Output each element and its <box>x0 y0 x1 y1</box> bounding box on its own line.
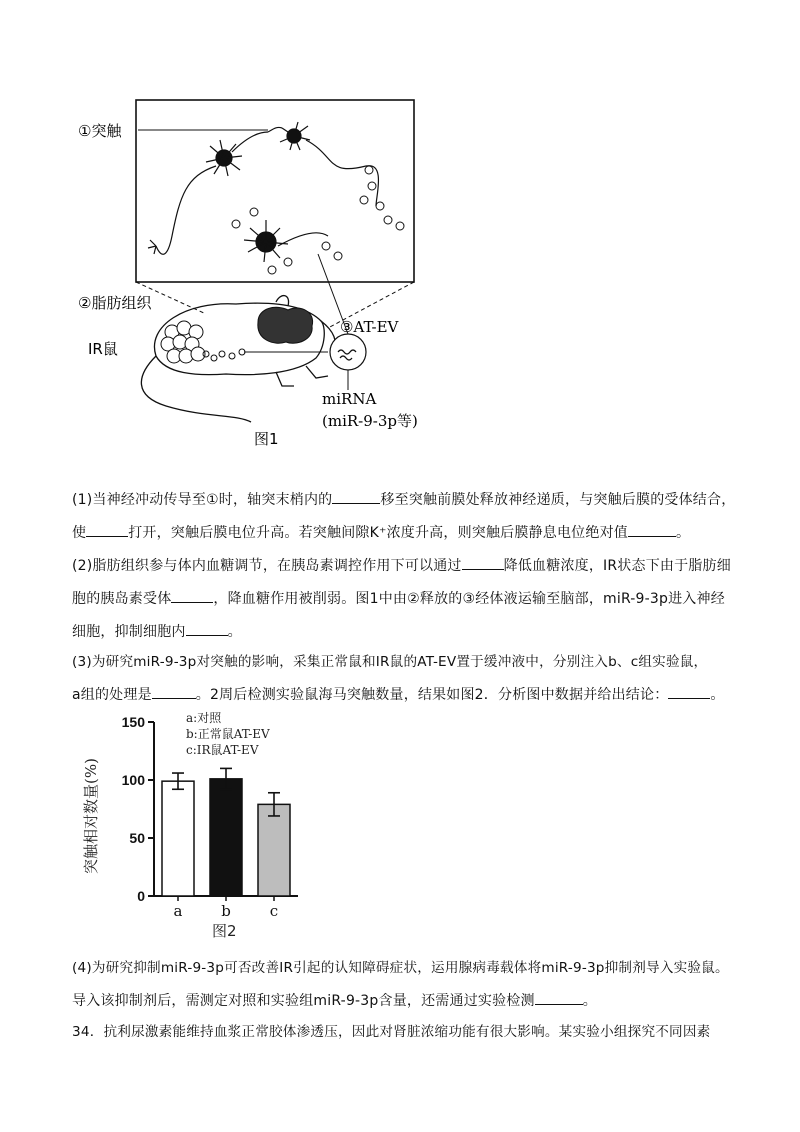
y-tick-label: 100 <box>121 772 145 788</box>
question-3: (3)为研究miR-9-3p对突触的影响，采集正常鼠和IR鼠的AT-EV置于缓冲液中，分别注入b、c组实验鼠， a组的处理是 。2周后检测实验鼠海马突触数量，结果如图2．分析图中数据并给出结论： 。 <box>72 654 725 703</box>
adipose-label: ②脂肪组织 <box>78 294 152 312</box>
y-axis-label: 突触相对数量(%) <box>82 758 100 874</box>
question-1: (1)当神经冲动传导至①时，轴突末梢内的 移至突触前膜处释放神经递质，与突触后膜的受体结合， 使 打开，突触后膜电位升高。若突触间隙K⁺浓度升高，则突触后膜静息电位绝对值 。 <box>72 484 740 550</box>
mirna-sub-label: (miR-9-3p等) <box>322 412 418 430</box>
figure-1-caption: 图1 <box>254 430 279 448</box>
legend-item-a: a:对照 <box>186 711 222 725</box>
mirna-label: miRNA <box>322 390 377 408</box>
bar-b <box>210 779 242 896</box>
legend-item-c: c:IR鼠AT-EV <box>186 743 259 757</box>
adipose-cells-icon <box>161 321 205 363</box>
question-4: (4)为研究抑制miR-9-3p可否改善IR引起的认知障碍症状，运用腺病毒载体将miR-9-3p抑制剂导入实验鼠。 导入该抑制剂后，需测定对照和实验组miR-9-3p含量，还需通过实验检测 。 <box>72 960 729 1009</box>
x-tick-label-c: c <box>269 902 279 920</box>
question-34: 34．抗利尿激素能维持血浆正常胶体渗透压，因此对肾脏浓缩功能有很大影响。某实验小组探究不同因素 <box>72 1024 711 1040</box>
ev-dots-icon <box>203 349 245 361</box>
legend-item-b: b:正常鼠AT-EV <box>186 727 270 741</box>
y-tick-label: 150 <box>121 714 145 730</box>
ir-mouse-label: IR鼠 <box>88 340 118 358</box>
brain-icon <box>258 307 313 343</box>
x-tick-label-a: a <box>173 902 183 920</box>
x-tick-label-b: b <box>221 902 231 920</box>
y-tick-label: 50 <box>129 830 145 846</box>
bar-c <box>258 804 290 896</box>
synapse-label: ①突触 <box>78 122 122 140</box>
figure-1-diagram <box>76 96 436 461</box>
at-ev-label: ③AT-EV <box>340 318 399 336</box>
neuron-top-right-icon <box>268 122 379 206</box>
at-ev-vesicle-icon <box>330 334 366 370</box>
figure-2-caption: 图2 <box>212 922 237 940</box>
figure-2-bar-chart <box>76 706 316 946</box>
y-tick-label: 0 <box>137 888 145 904</box>
bar-a <box>162 781 194 896</box>
neuron-top-left-icon <box>148 132 268 254</box>
question-2: (2)脂肪组织参与体内血糖调节，在胰岛素调控作用下可以通过 降低血糖浓度，IR状态下由于脂肪细 胞的胰岛素受体 ，降血糖作用被削弱。图1中由②释放的③经体液运输至脑部，miR-9-3p进入神经 细胞，抑制细胞内 。 <box>72 550 740 649</box>
neuron-bottom-icon <box>244 220 328 262</box>
